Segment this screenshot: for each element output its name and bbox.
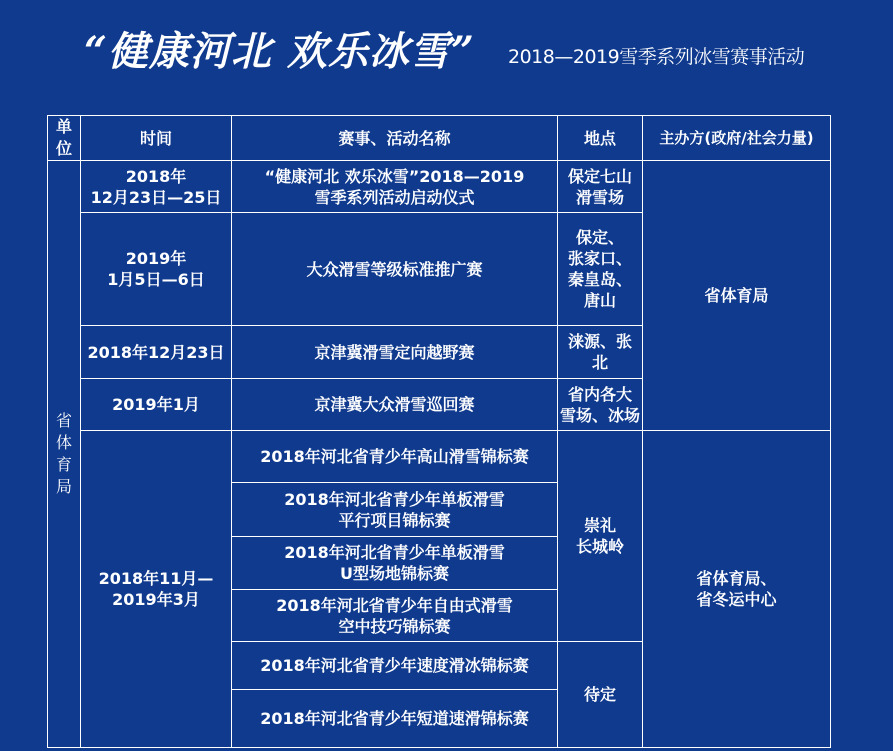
header-unit-label: 单位 bbox=[55, 117, 72, 158]
event-name-cell: 2018年河北省青少年单板滑雪 平行项目锦标赛 bbox=[232, 483, 558, 537]
organizer-cell: 省体育局 bbox=[643, 161, 831, 431]
table-row bbox=[48, 161, 831, 213]
group-location-b-cell: 待定 bbox=[558, 642, 643, 748]
header-name: 赛事、活动名称 bbox=[232, 116, 558, 161]
page-subtitle: 2018—2019雪季系列冰雪赛事活动 bbox=[508, 46, 805, 68]
event-name-cell: 2018年河北省青少年速度滑冰锦标赛 bbox=[232, 642, 558, 690]
event-name-cell: 2018年河北省青少年单板滑雪 U型场地锦标赛 bbox=[232, 537, 558, 590]
header-location: 地点 bbox=[558, 116, 643, 161]
event-name-cell: “健康河北 欢乐冰雪”2018—2019 雪季系列活动启动仪式 bbox=[232, 161, 558, 213]
event-name-cell: 2018年河北省青少年高山滑雪锦标赛 bbox=[232, 431, 558, 483]
header-unit bbox=[48, 116, 81, 161]
time-cell: 2019年 1月5日—6日 bbox=[81, 213, 232, 326]
time-cell: 2019年1月 bbox=[81, 379, 232, 431]
organizer-cell-b: 省体育局、 省冬运中心 bbox=[643, 431, 831, 748]
event-name-cell: 京津冀大众滑雪巡回赛 bbox=[232, 379, 558, 431]
group-location-a-cell: 崇礼 长城岭 bbox=[558, 431, 643, 642]
event-name-cell: 大众滑雪等级标准推广赛 bbox=[232, 213, 558, 326]
unit-label: 省体育局 bbox=[55, 411, 72, 496]
header-time: 时间 bbox=[81, 116, 232, 161]
page-title: “健康河北 欢乐冰雪” bbox=[84, 28, 475, 75]
event-name-cell: 京津冀滑雪定向越野赛 bbox=[232, 326, 558, 379]
location-cell: 涞源、张 北 bbox=[558, 326, 643, 379]
group-time-cell: 2018年11月— 2019年3月 bbox=[81, 431, 232, 748]
location-cell: 保定、 张家口、 秦皇岛、 唐山 bbox=[558, 213, 643, 326]
unit-cell bbox=[48, 161, 81, 748]
location-cell: 省内各大 雪场、冰场 bbox=[558, 379, 643, 431]
header-organizer: 主办方(政府/社会力量) bbox=[643, 116, 831, 161]
table-header-row bbox=[48, 116, 831, 161]
event-name-cell: 2018年河北省青少年短道速滑锦标赛 bbox=[232, 690, 558, 748]
location-cell: 保定七山 滑雪场 bbox=[558, 161, 643, 213]
schedule-table bbox=[47, 115, 831, 748]
header bbox=[0, 0, 893, 110]
event-name-cell: 2018年河北省青少年自由式滑雪 空中技巧锦标赛 bbox=[232, 590, 558, 642]
time-cell: 2018年 12月23日—25日 bbox=[81, 161, 232, 213]
time-cell: 2018年12月23日 bbox=[81, 326, 232, 379]
table-row bbox=[48, 431, 831, 483]
